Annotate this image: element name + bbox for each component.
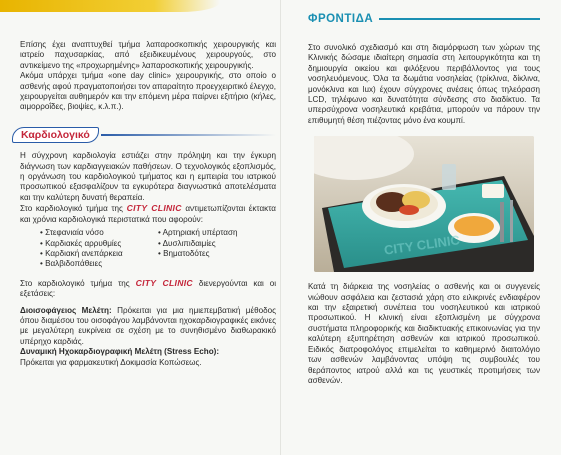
city-clinic-brand: CITY CLINIC <box>135 277 193 288</box>
care-heading <box>308 8 540 30</box>
yellow-top-band <box>0 0 220 12</box>
cardiology-conditions-list <box>40 228 276 270</box>
care-heading-rule <box>379 18 540 20</box>
list-item: • Βηματοδότες <box>158 248 210 258</box>
city-clinic-brand: CITY CLINIC <box>126 203 182 214</box>
cardiology-intro: Η σύγχρονη καρδιολογία εστιάζει στην πρόληψη και την έγκυρη διάγνωση των καρδιαγγειακών παθήσεων. Ο τεχνολογικός εξοπλισμός, η οργάνωση του καρδιολογικού τμήματος και η εμπειρία του ιατρικού προσωπικού εξασφαλίζουν τα εγκυρότερα διαγνωστικά αποτελέσματα και την καλύτερη δυνατή θεραπεία. <box>20 151 276 202</box>
right-column <box>308 8 540 386</box>
cardiology-cases-tail: αντιμετωπίζονται έκτακτα και χρόνια καρδιολογικά περιστατικά που αφορούν: <box>20 204 276 224</box>
one-day-clinic-paragraph: Ακόμα υπάρχει τμήμα «one day clinic» χειρουργικής, στο οποίο ο ασθενής αφού πραγματοποιήσει τον απαραίτητο προεγχειριτικό έλεγχο, χειρουργείται αυθημερόν και την επόμενη μέρα παίρνει εξιτήριο (κήλες, αιμορροΐδες, βιοψίες, κ.λ.π.). <box>20 71 276 112</box>
left-column <box>20 40 276 368</box>
cardiology-heading-rule <box>101 134 276 136</box>
patient-care-paragraph: Κατά τη διάρκεια της νοσηλείας ο ασθενής και οι συγγενείς νιώθουν ασφάλεια και ζεστασιά χάρη στο ειλικρινές ενδιαφέρον και την εξαιρετική συνέπεια του νοσηλευτικού και ιατρικού προσωπικού. Η κλινική είναι εξοπλισμένη με σύγχρονα συστήματα πληροφορικής και διαδικτυακής επικοινωνίας για την καλύτερη εξυπηρέτηση ασθενών και ιατρικού προσωπικού. Ειδικός διατροφολόγος επιμελείται το καθημερινό διαιτολόγιο των ασθενών λαμβάνοντας υπόψη τις συμβουλές του θεράποντος ιατρού αλλά και τις γευστικές προτιμήσεις των ασθενών. <box>308 282 540 385</box>
exams-intro-lead: Στο καρδιολογικό τμήμα της <box>20 278 130 288</box>
page-fold <box>280 0 281 455</box>
meal-tray-photo <box>314 136 534 272</box>
list-item: • Δυσλιπιδαιμίες <box>158 238 216 248</box>
meal-tray-illustration <box>314 136 534 272</box>
list-item: • Βαλβιδοπάθειες <box>40 259 103 269</box>
tray-logo-text: CITY CLINIC <box>383 232 461 258</box>
exam-stress-echo-title: Δυναμική Ηχοκαρδιογραφική Μελέτη (Stress Echo): <box>20 347 220 357</box>
care-heading-label: ΦΡΟΝΤΙΔΑ <box>308 12 374 25</box>
exam-stress-echo-text: Πρόκειται για φαρμακευτική Δοκιμασία Κοπώσεως. <box>20 357 202 367</box>
list-item: • Καρδιακή ανεπάρκεια <box>40 248 123 258</box>
facilities-paragraph: Στο συνολικό σχεδιασμό και στη διαμόρφωση των χώρων της Κλινικής δώσαμε ιδιαίτερη σημασία στη λειτουργικότητα και τη δημιουργία οικείου και φιλόξενου περιβάλλοντος για τους νοσηλευόμενους. Όλα τα δωμάτια νοσηλείας (τρίκλινα, δίκλινα, μονόκλινα και lux) έχουν σύγχρονες ανέσεις όπως τηλεόραση LCD, τηλέφωνο και δυνατότητα σύνδεσης στο διαδίκτυο. Τα υπερσύχρονα νοσηλευτικά κρεβάτια, μπορούν να πάρουν την επιθυμητή θέση πιέζοντας μόνο ένα κουμπί. <box>308 43 540 125</box>
exams-intro-tail: διενεργούνται και οι εξετάσεις: <box>20 278 277 299</box>
exam-tee-title: Διοισοφάγειος Μελέτη: <box>20 305 112 315</box>
exams-intro <box>20 278 276 300</box>
cardiology-heading-label: Καρδιολογικό <box>12 127 99 143</box>
cardiology-heading <box>12 127 276 143</box>
exam-tee-text: Πρόκειται για μια ημιεπεμβατική μέθοδος όπου διαμέσου του οισοφάγου λαμβάνονται ηχοκαρδιογραφικές εικόνες με μεγαλύτερη ευκρίνεια σε σχέση με το συνηθισμένο διαθωρακικό υπέρηχο καρδιάς. <box>20 305 276 346</box>
exam-tee <box>20 306 276 348</box>
list-item: • Αρτηριακή υπέρταση <box>158 228 238 238</box>
exam-stress-echo <box>20 347 276 368</box>
surgery-paragraph: Επίσης έχει αναπτυχθεί τμήμα λαπαροσκοπικής χειρουργικής και ιατρείο παχυσαρκίας, από εξειδικευμένους χειρουργούς, στο αντικείμενο της «προχωρημένης» λαπαροσκοπικής χειρουργικής. <box>20 40 276 70</box>
list-item: • Στεφανιαία νόσο <box>40 228 104 238</box>
cardiology-cases <box>20 203 276 225</box>
cardiology-cases-lead: Στο καρδιολογικό τμήμα της <box>20 204 123 214</box>
list-item: • Καρδιακές αρρυθμίες <box>40 238 122 248</box>
